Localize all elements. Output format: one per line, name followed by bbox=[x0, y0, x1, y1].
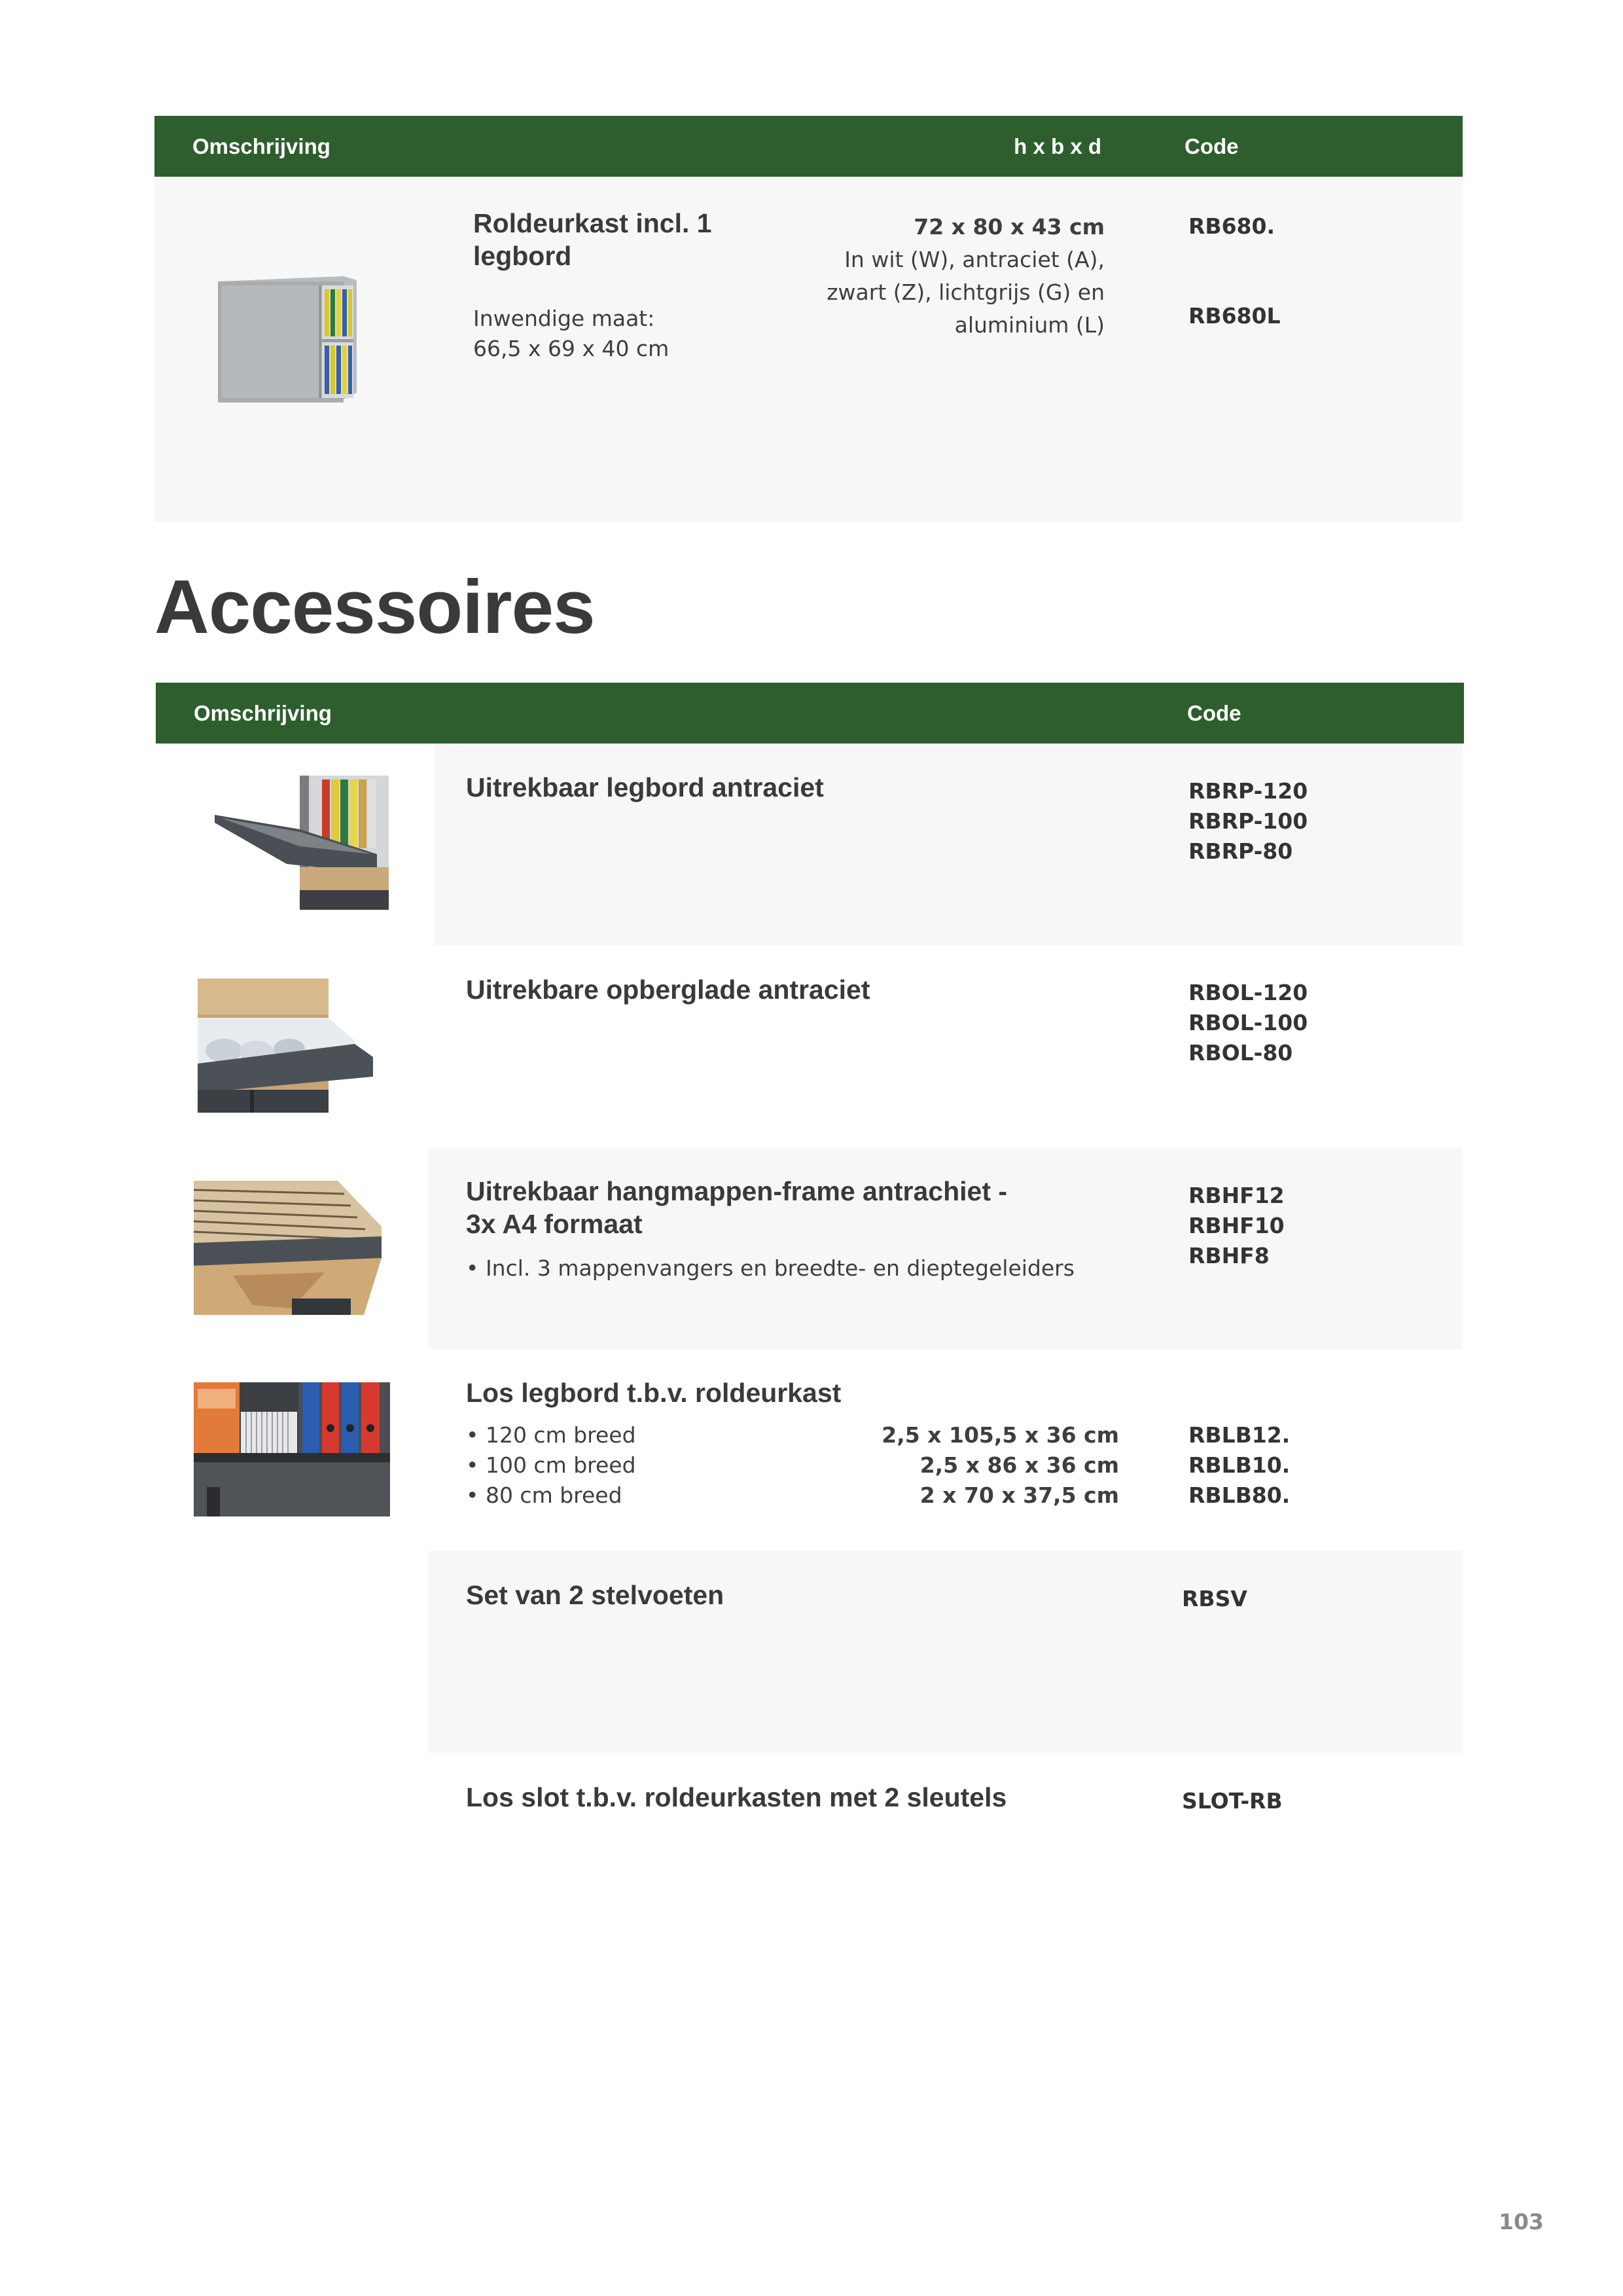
shelf-dimension: 2,5 x 105,5 x 36 cm bbox=[882, 1422, 1119, 1448]
loose-shelf-image bbox=[194, 1382, 390, 1516]
shelf-dimension: 2,5 x 86 x 36 cm bbox=[919, 1452, 1119, 1478]
accessory-title: Los legbord t.b.v. roldeurkast bbox=[466, 1378, 842, 1408]
color-options-line2: zwart (Z), lichtgrijs (G) en bbox=[827, 279, 1105, 305]
accessory-codes bbox=[1188, 776, 1308, 867]
page-number: 103 bbox=[1499, 2209, 1544, 2234]
accessory-title: Los slot t.b.v. roldeurkasten met 2 sleutels bbox=[466, 1782, 1007, 1812]
accessory-code: RBOL-100 bbox=[1188, 1010, 1308, 1035]
acc-col-header-description: Omschrijving bbox=[194, 700, 332, 725]
rolldoor-cabinet-image bbox=[213, 268, 360, 409]
product-title bbox=[473, 207, 748, 272]
hanging-file-frame-image bbox=[194, 1181, 382, 1315]
shelf-variant: • 120 cm breed bbox=[466, 1422, 636, 1448]
col-header-dimensions: h x b x d bbox=[1014, 134, 1101, 158]
product-dimensions bbox=[785, 211, 1105, 342]
accessory-title: Uitrekbare opberglade antraciet bbox=[466, 975, 870, 1005]
col-header-code: Code bbox=[1185, 134, 1239, 158]
accessory-codes bbox=[1188, 1181, 1285, 1271]
accessory-note: • Incl. 3 mappenvangers en breedte- en dieptegeleiders bbox=[466, 1255, 1075, 1281]
shelf-variant: • 100 cm breed bbox=[466, 1452, 636, 1478]
product-code-1: RB680. bbox=[1188, 213, 1275, 239]
col-header-description: Omschrijving bbox=[192, 134, 330, 158]
color-options-line3: aluminium (L) bbox=[954, 312, 1105, 338]
accessory-title: Uitrekbaar legbord antraciet bbox=[466, 772, 824, 802]
accessory-code: RBRP-120 bbox=[1188, 778, 1308, 804]
section-title: Accessoires bbox=[154, 564, 595, 649]
accessory-code: RBHF10 bbox=[1188, 1213, 1285, 1238]
shelf-dimension: 2 x 70 x 37,5 cm bbox=[919, 1482, 1119, 1508]
acc-col-header-code: Code bbox=[1187, 700, 1241, 725]
accessory-code: RBLB80. bbox=[1188, 1482, 1291, 1508]
table-header bbox=[154, 116, 1463, 177]
accessory-code: RBLB12. bbox=[1188, 1422, 1291, 1448]
shelf-variant: • 80 cm breed bbox=[466, 1482, 622, 1508]
product-title-line2: legbord bbox=[473, 241, 572, 271]
accessory-title bbox=[466, 1175, 1120, 1240]
color-options-line1: In wit (W), antraciet (A), bbox=[844, 247, 1105, 272]
accessory-code: RBLB10. bbox=[1188, 1452, 1291, 1478]
accessory-code: RBHF12 bbox=[1188, 1183, 1285, 1208]
accessory-code: RBRP-100 bbox=[1188, 808, 1308, 834]
shelf-dimensions bbox=[844, 1420, 1119, 1511]
accessory-code: SLOT-RB bbox=[1182, 1788, 1283, 1814]
accessory-title-line2: 3x A4 formaat bbox=[466, 1209, 643, 1239]
pullout-shelf-image bbox=[208, 776, 389, 910]
accessory-code: RBOL-80 bbox=[1188, 1040, 1293, 1066]
accessory-code: RBRP-80 bbox=[1188, 838, 1293, 864]
accessory-code: RBOL-120 bbox=[1188, 980, 1308, 1005]
dimensions-value: 72 x 80 x 43 cm bbox=[914, 214, 1105, 240]
product-code-2: RB680L bbox=[1188, 303, 1281, 329]
accessory-code: RBSV bbox=[1182, 1586, 1247, 1611]
inner-size-label: Inwendige maat: bbox=[473, 306, 655, 331]
accessory-title: Set van 2 stelvoeten bbox=[466, 1580, 724, 1610]
accessory-codes bbox=[1188, 1420, 1290, 1511]
inner-size bbox=[473, 304, 748, 364]
accessory-code: RBHF8 bbox=[1188, 1243, 1270, 1268]
shelf-variants bbox=[466, 1420, 728, 1511]
inner-size-value: 66,5 x 69 x 40 cm bbox=[473, 336, 669, 361]
pullout-drawer-image bbox=[198, 978, 373, 1113]
accessory-title-line1: Uitrekbaar hangmappen-frame antrachiet - bbox=[466, 1176, 1008, 1206]
product-title-line1: Roldeurkast incl. 1 bbox=[473, 208, 712, 238]
accessories-table-header bbox=[156, 683, 1464, 744]
accessory-codes bbox=[1188, 978, 1308, 1068]
